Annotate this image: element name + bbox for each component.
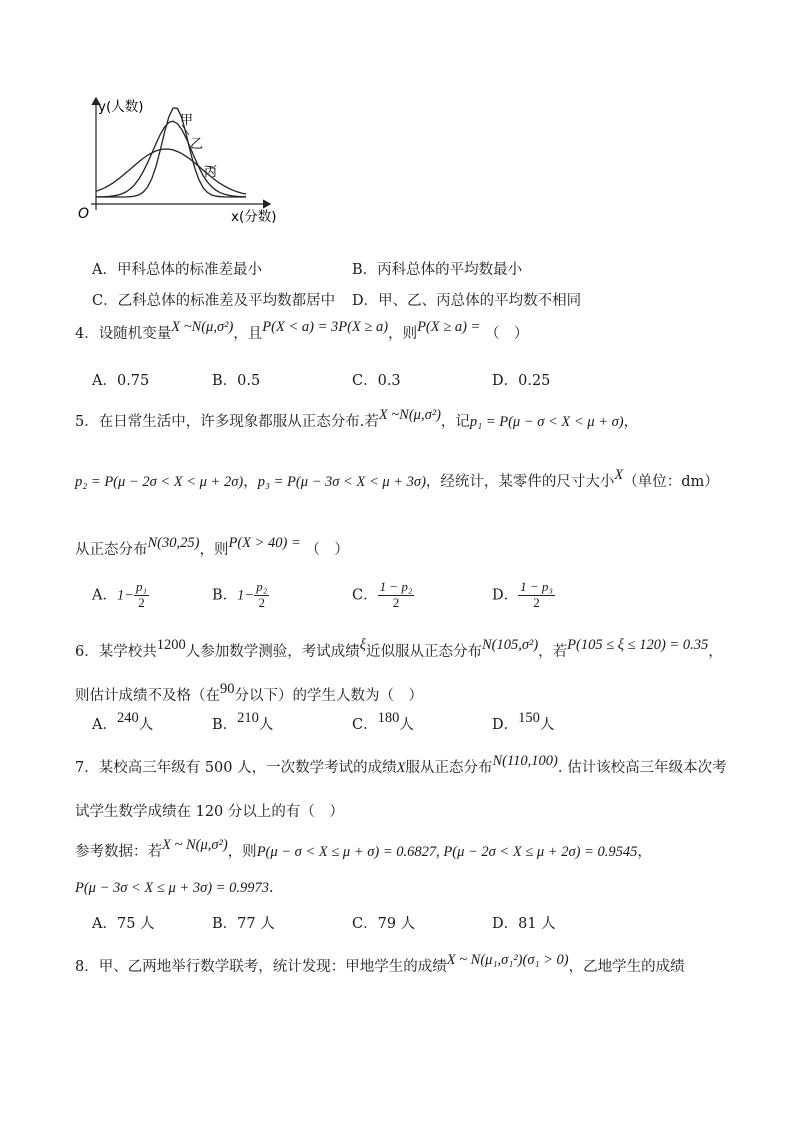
q6-option-d-unit: 人 [539,717,555,733]
y-axis-label: y(人数) [98,99,144,115]
q8-tail: ，乙地学生的成绩 [568,959,685,975]
q6-score: 90 [220,681,235,697]
q6-t3: ，若 [538,644,568,660]
q6-t2: 近似服从正态分布 [365,644,482,660]
q6-t1: 人参加数学测验，考试成绩 [185,644,360,660]
normal-curves-figure [65,92,365,232]
q5-p1-def: p₁ = P(μ − σ < X < μ + σ) [469,414,624,430]
q7-ref-dist: X ~ N(μ,σ²) [162,837,228,853]
q5-blank: （ ） [305,542,349,558]
q6-stem-line2 [75,681,423,705]
q5-option-b-pre: 1− [237,587,255,604]
q4-mid: ，且 [233,326,263,342]
q4-blank: （ ） [484,326,529,342]
q5-option-a[interactable] [92,580,149,611]
x-axis-label: x(分数) [231,209,277,225]
q7-stem-line2: 试学生数学成绩在 120 分以上的有（ ） [75,804,344,820]
q7-ref-a: 参考数据：若 [75,844,162,860]
q3-option-a[interactable]: A．甲科总体的标准差最小 [92,262,262,278]
q6-lead: 6．某学校共 [75,644,157,660]
q5-line2-text: ，经统计，某零件的尺寸大小 [425,474,615,490]
q5-tail: ， [623,414,639,430]
q6-option-b-unit: 人 [258,717,274,733]
q7-ref-probs: P(μ − σ < X ≤ μ + σ) = 0.6827, P(μ − 2σ < X ≤ μ + 2σ) = 0.9545 [256,844,638,860]
q6-option-b-num: 210 [237,710,259,726]
q5-unit: （单位：dm） [623,474,719,490]
q6-normal: N(105,σ²) [481,637,539,653]
q5-option-c[interactable] [352,580,414,611]
q7-stem-line1 [75,753,727,777]
q4-mid2: ，则 [388,326,418,342]
q4-option-b[interactable]: B．0.5 [212,373,261,389]
q7-lead: 7．某校高三年级有 500 人，一次数学考试的成绩 [75,760,397,776]
q5-line3-text: 从正态分布 [75,542,148,558]
q4-option-d[interactable]: D．0.25 [492,373,551,389]
q7-option-a[interactable]: A．75 人 [92,916,155,932]
q6-option-d-num: 150 [518,710,540,726]
q4-target: P(X ≥ a) = [417,319,481,335]
q3-option-b[interactable]: B．丙科总体的平均数最小 [352,262,523,278]
q5-option-a-fraction: $\frac{\text{p₁}}{2}$ [136,579,148,610]
q6-option-c-unit: 人 [399,717,414,733]
q8-lead: 8．甲、乙两地举行数学联考，统计发现：甲地学生的成绩 [75,959,447,975]
q6-var-xi: ξ [359,637,366,653]
q5-var-x: X [614,467,624,483]
origin-label: O [78,206,90,222]
q5-mid: ，记 [440,414,470,430]
q7-reference [75,837,652,861]
q5-lead: 5．在日常生活中，许多现象都服从正态分布.若 [75,414,379,430]
q6-option-c-num: 180 [377,710,400,726]
q4-lead: 4．设随机变量 [75,326,172,342]
q7-ref-tail2: . [268,880,274,896]
q6-option-a-num: 240 [116,710,139,726]
q7-ref-tail: ， [637,844,652,860]
curve-bing [96,149,246,194]
q5-stem-line2 [75,467,719,491]
q6-option-c[interactable] [352,710,414,734]
q5-p2-def: p₂ = P(μ − 2σ < X < μ + 2σ) [75,474,244,490]
q3-option-c[interactable]: C．乙科总体的标准差及平均数都居中 [92,293,336,309]
q5-sep: ， [243,474,258,490]
q5-option-a-pre: 1− [116,587,135,604]
q5-option-d-fraction: $\frac{\text{1 − p₃}}{2}$ [520,579,553,610]
q5-option-a-letter: A． [92,587,117,604]
q6-stem-line1 [75,637,723,661]
q7-normal: N(110,100) [492,753,558,769]
q4-cond: P(X < a) = 3P(X ≥ a) [262,319,389,335]
q6-option-a-letter: A． [92,717,117,733]
q7-reference-line2 [75,880,274,897]
q5-option-b[interactable] [212,580,269,611]
q4-stem [75,319,529,343]
q7-ref-prob3: P(μ − 3σ < X ≤ μ + 3σ) = 0.9973 [75,880,269,896]
q4-option-a[interactable]: A．0.75 [92,373,150,389]
q6-line2-a: 则估计成绩不及格（在 [75,688,220,704]
curve-label-bing: 丙 [204,165,218,180]
q8-dist: X ~ N(μ₁,σ₁²)(σ₁ > 0) [446,952,569,968]
q5-option-b-letter: B． [212,587,238,604]
q7-t1: 服从正态分布 [405,760,493,776]
q6-option-a[interactable] [92,710,154,734]
q5-dist: X ~N(μ,σ²) [378,407,441,423]
q5-line3-mid: ，则 [199,542,229,558]
q6-tail: ， [708,644,723,660]
q4-dist: X ~N(μ,σ²) [171,319,234,335]
q5-option-d-letter: D． [492,587,519,604]
q6-prob: P(105 ≤ ξ ≤ 120) = 0.35 [567,637,709,653]
q7-ref-b: ，则 [227,844,257,860]
q5-target: P(X > 40) = [228,535,301,551]
q6-option-b[interactable] [212,710,274,734]
q5-option-d[interactable] [492,580,555,611]
q5-stem-line1 [75,407,639,431]
q7-t2: . 估计该校高三年级本次考 [557,760,727,776]
q7-var-x: X [396,760,406,776]
q5-p3-def: p₃ = P(μ − 3σ < X < μ + 3σ) [257,474,426,490]
curve-label-jia: 甲 [180,113,194,128]
q6-option-d-letter: D． [492,717,519,733]
q7-option-b[interactable]: B．77 人 [212,916,275,932]
q6-count: 1200 [156,637,186,653]
q6-option-a-unit: 人 [138,717,154,733]
q5-option-b-fraction: $\frac{\text{p₂}}{2}$ [256,579,268,610]
q5-stem-line3 [75,535,349,559]
q5-option-c-letter: C． [352,587,378,604]
q5-option-c-fraction: $\frac{\text{1 − p₂}}{2}$ [379,579,413,610]
curve-label-yi: 乙 [190,137,204,152]
q7-option-c[interactable]: C．79 人 [352,916,416,932]
q3-option-d[interactable]: D．甲、乙、丙总体的平均数不相同 [352,293,582,309]
q8-stem [75,952,685,976]
q6-option-c-letter: C． [352,717,378,733]
q6-option-d[interactable] [492,710,555,734]
q4-option-c[interactable]: C．0.3 [352,373,401,389]
q6-option-b-letter: B． [212,717,238,733]
q6-line2-b: 分以下）的学生人数为（ ） [234,688,423,704]
q7-option-d[interactable]: D．81 人 [492,916,556,932]
q5-normal: N(30,25) [147,535,200,551]
